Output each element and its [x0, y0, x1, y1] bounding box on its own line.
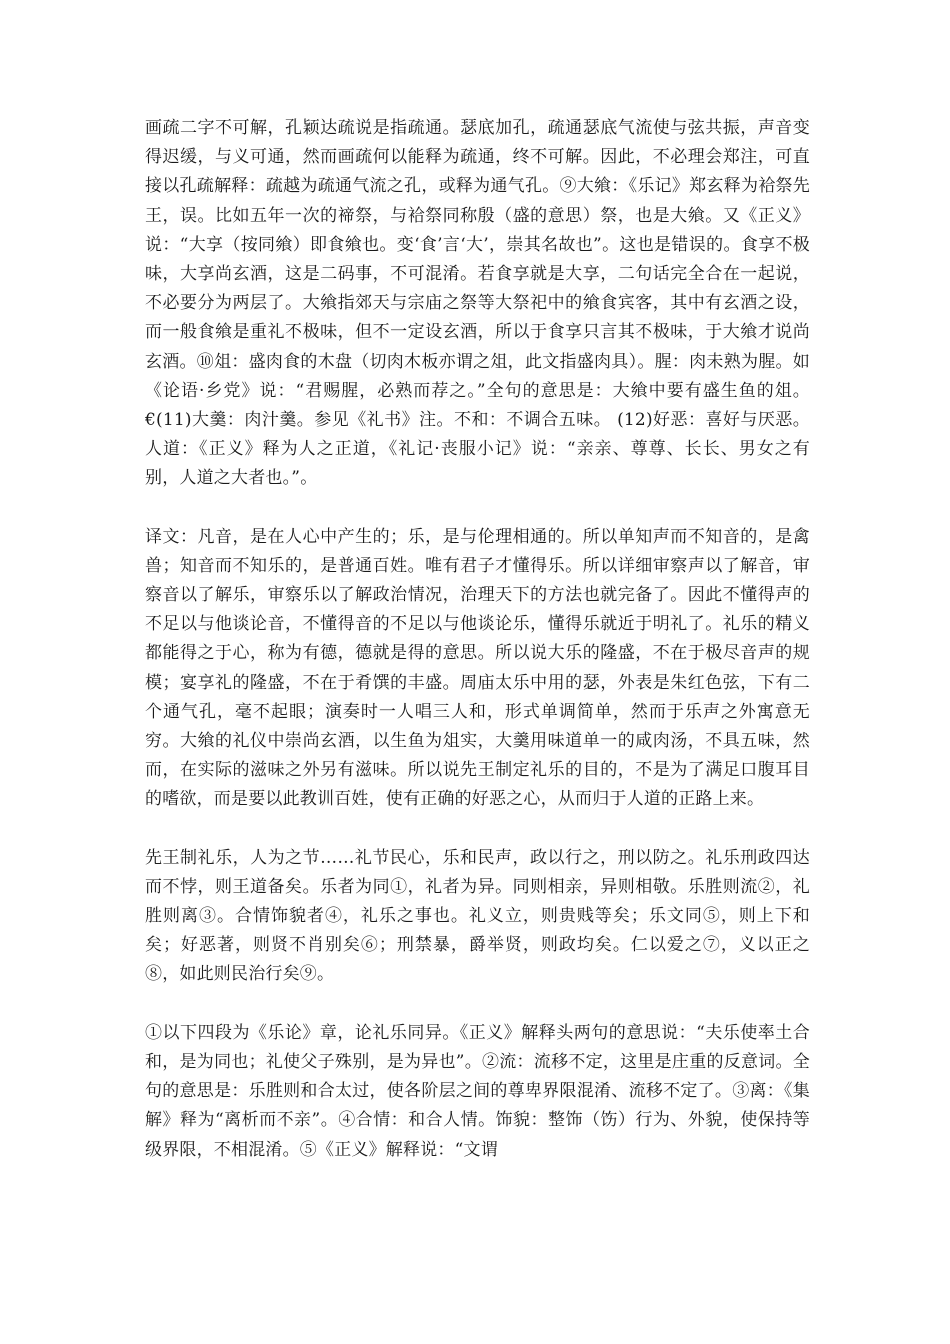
paragraph-translation: 译文：凡音，是在人心中产生的；乐，是与伦理相通的。所以单知声而不知音的，是禽兽；知音而不知乐的，是普通百姓。唯有君子才懂得乐。所以详细审察声以了解音，审察音以了解乐，审察乐以了解政治情况，治理天下的方法也就完备了。因此不懂得声的不足以与他谈论音，不懂得音的不足以与他谈论乐，懂得乐就近于明礼了。礼乐的精义都能得之于心，称为有德，德就是得的意思。所以说大乐的隆盛，不在于极尽音声的规模；宴享礼的隆盛，不在于肴馔的丰盛。周庙太乐中用的瑟，外表是朱红色弦，下有二个通气孔，毫不起眼；演奏时一人唱三人和，形式单调简单，然而于乐声之外寓意无穷。大飨的礼仪中崇尚玄酒，以生鱼为俎实，大羹用味道单一的咸肉汤，不具五味，然而，在实际的滋味之外另有滋味。所以说先王制定礼乐的目的，不是为了满足口腹耳目的嗜欲，而是要以此教训百姓，使有正确的好恶之心，从而归于人道的正路上来。 [145, 526, 810, 810]
paragraph-spacer [145, 494, 810, 523]
paragraph-annotations: ①以下四段为《乐论》章，论礼乐同异。《正义》解释头两句的意思说：“夫乐使率土合和，是为同也；礼使父子殊别，是为异也”。②流：流移不定，这里是庄重的反意词。全句的意思是：乐胜则和合太过，使各阶层之间的尊卑界限混淆、流移不定了。③离：《集解》释为“离析而不亲”。④合情：和合人情。饰貌：整饰（饬）行为、外貌，使保持等级界限，不相混淆。⑤《正义》解释说：“文谓 [145, 1022, 810, 1160]
paragraph-spacer [145, 990, 810, 1019]
paragraph-original-text: 先王制礼乐，人为之节……礼节民心，乐和民声，政以行之，刑以防之。礼乐刑政四达而不悖，则王道备矣。乐者为同①，礼者为异。同则相亲，异则相敬。乐胜则流②，礼胜则离③。合情饰貌者④，礼乐之事也。礼义立，则贵贱等矣；乐文同⑤，则上下和矣；好恶著，则贤不肖别矣⑥；刑禁暴，爵举贤，则政均矣。仁以爱之⑦，义以正之⑧，如此则民治行矣⑨。 [145, 847, 810, 985]
paragraph-annotations-continued: 画疏二字不可解，孔颖达疏说是指疏通。瑟底加孔，疏通瑟底气流使与弦共振，声音变得迟缓，与义可通，然而画疏何以能释为疏通，终不可解。因此，不必理会郑注，可直接以孔疏解释：疏越为疏通气流之孔，或释为通气孔。⑨大飨：《乐记》郑玄释为袷祭先王，误。比如五年一次的禘祭，与袷祭同称殷（盛的意思）祭，也是大飨。又《正义》说：“大享（按同飨）即食飨也。变‘食’言‘大’，崇其名故也”。这也是错误的。食享不极味，大享尚玄酒，这是二码事，不可混淆。若食享就是大享，二句话完全合在一起说，不必要分为两层了。大飨指郊天与宗庙之祭等大祭祀中的飨食宾客，其中有玄酒之设，而一般食飨是重礼不极味，但不一定设玄酒，所以于食享只言其不极味，于大飨才说尚玄酒。⑩俎：盛肉食的木盘（切肉木板亦谓之俎，此文指盛肉具）。腥：肉未熟为腥。如《论语·乡党》说：“君赐腥，必熟而荐之。”全句的意思是：大飨中要有盛生鱼的俎。€(11)大羹：肉汁羹。参见《礼书》注。不和：不调合五味。 (12)好恶：喜好与厌恶。人道：《正义》释为人之正道，《礼记·丧服小记》说：“亲亲、尊尊、长长、男女之有别，人道之大者也。”。 [145, 118, 810, 489]
paragraph-spacer [145, 815, 810, 844]
document-page [145, 114, 810, 1165]
